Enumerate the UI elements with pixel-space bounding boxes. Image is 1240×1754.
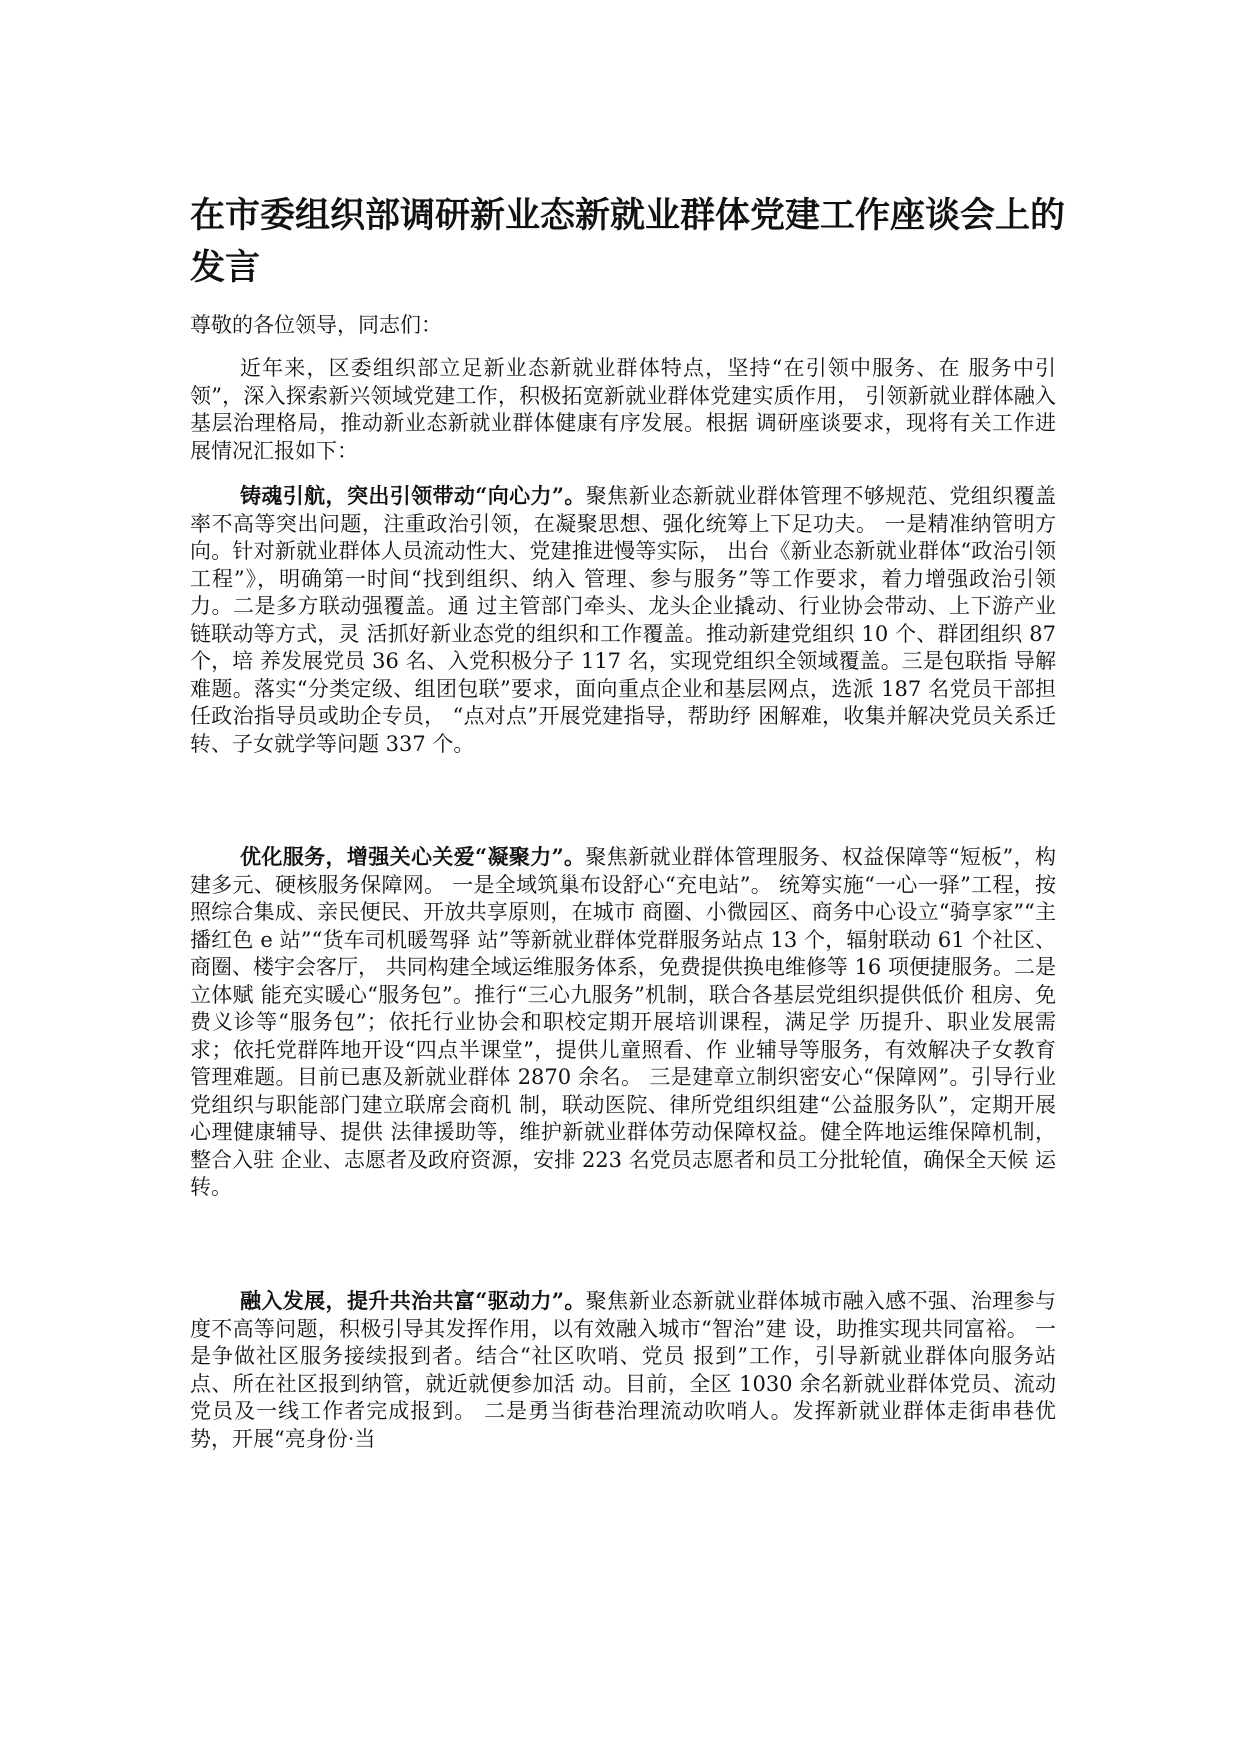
section-1-heading: 铸魂引航，突出引领带动“向心力”。: [240, 483, 586, 508]
paragraph-intro: [190, 355, 1056, 465]
paragraph-section-2: [190, 843, 1056, 1202]
section-2-text: 聚焦新就业群体管理服务、权益保障等“短板”，构建多元、硬核服务保障网。 一是全域筑巢布设舒心“充电站”。 统筹实施“一心一驿”工程，按照综合集成、亲民便民、开放共享原则，在城市 商圈、小微园区、商务中心设立“骑享家”“主播红色 e 站”“货车司机暖驾驿 站”等新就业群体党群服务站点 13 个，辐射联动 61 个社区、商圈、楼宇会客厅， 共同构建全域运维服务体系，免费提供换电维修等 16 项便捷服务。二是立体赋 能充实暖心“服务包”。推行“三心九服务”机制，联合各基层党组织提供低价 租房、免费义诊等“服务包”；依托行业协会和职校定期开展培训课程，满足学 历提升、职业发展需求；依托党群阵地开设“四点半课堂”，提供儿童照看、作 业辅导等服务，有效解决子女教育管理难题。目前已惠及新就业群体 2870 余名。 三是建章立制织密安心“保障网”。引导行业党组织与职能部门建立联席会商机 制，联动医院、律所党组织组建“公益服务队”，定期开展心理健康辅导、提供 法律援助等，维护新就业群体劳动保障权益。健全阵地运维保障机制，整合入驻 企业、志愿者及政府资源，安排 223 名党员志愿者和员工分批轮值，确保全天候 运转。: [190, 845, 1056, 1199]
salutation: 尊敬的各位领导，同志们：: [190, 313, 442, 337]
paragraph-intro-text: 近年来，区委组织部立足新业态新就业群体特点，坚持“在引领中服务、在 服务中引领”，深入探索新兴领域党建工作，积极拓宽新就业群体党建实质作用， 引领新就业群体融入基层治理格局，推动新业态新就业群体健康有序发展。根据 调研座谈要求，现将有关工作进展情况汇报如下：: [190, 356, 1056, 463]
section-3-heading: 融入发展，提升共治共富“驱动力”。: [240, 1288, 586, 1313]
section-1-text: 聚焦新业态新就业群体管理不够规范、党组织覆盖率不高等突出问题，注重政治引领，在凝聚思想、强化统筹上下足功夫。 一是精准纳管明方向。针对新就业群体人员流动性大、党建推进慢等实际， 出台《新业态新就业群体“政治引领工程”》，明确第一时间“找到组织、纳入 管理、参与服务”等工作要求，着力增强政治引领力。二是多方联动强覆盖。通 过主管部门牵头、龙头企业撬动、行业协会带动、上下游产业链联动等方式，灵 活抓好新业态党的组织和工作覆盖。推动新建党组织 10 个、群团组织 87 个，培 养发展党员 36 名、入党积极分子 117 名，实现党组织全领域覆盖。三是包联指 导解难题。落实“分类定级、组团包联”要求，面向重点企业和基层网点，选派 187 名党员干部担任政治指导员或助企专员， “点对点”开展党建指导，帮助纾 困解难，收集并解决党员关系迁转、子女就学等问题 337 个。: [190, 484, 1056, 756]
section-3-text: 聚焦新业态新就业群体城市融入感不强、治理参与度不高等问题，积极引导其发挥作用，以有效融入城市“智治”建 设，助推实现共同富裕。 一是争做社区服务接续报到者。结合“社区吹哨、党员 报到”工作，引导新就业群体向服务站点、所在社区报到纳管，就近就便参加活 动。目前，全区 1030 余名新就业群体党员、流动党员及一线工作者完成报到。 二是勇当街巷治理流动吹哨人。发挥新就业群体走街串巷优势，开展“亮身份·当: [190, 1289, 1056, 1451]
document-title: 在市委组织部调研新业态新就业群体党建工作座谈会上的发言: [190, 196, 1066, 288]
paragraph-section-1: [190, 482, 1056, 758]
paragraph-section-3: [190, 1287, 1056, 1453]
section-2-heading: 优化服务，增强关心关爱“凝聚力”。: [240, 844, 586, 869]
